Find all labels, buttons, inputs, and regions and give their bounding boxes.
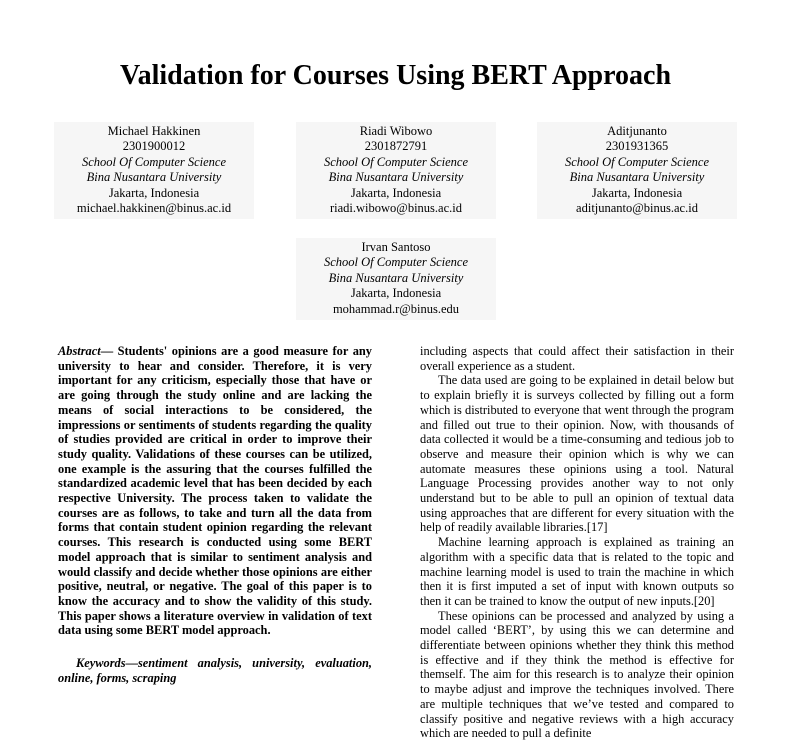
abstract-text: Students' opinions are a good measure for any university to hear and consider. Therefore, it is very important for any criticism, especially those that have or are going through the study online and are lacking the means of social interactions to be considered, the impressions or sentiments of students regarding the quality of studies provided are critical in order to improve their study quality. Validations of these courses can be utilized, one example is the assuring that the courses fulfilled the standardized academic level that has been decided by each respective University. The process taken to validate the courses are as follows, to take and turn all the data from forms that contain student opinion regarding the relevant courses. This research is conducted using some BERT model approach that is similar to sentiment analysis and would classify and decide whether those opinions are either positive, neutral, or negative. The goal of this paper is to know the accuracy and to show the validity of this study. This paper shows a literature overview in validation of text data using some BERT model approach. (58, 344, 372, 638)
author-school: School Of Computer Science (323, 255, 469, 270)
paragraph: including aspects that could affect their satisfaction in their overall experience as a student. (420, 344, 734, 373)
author-id: 2301900012 (122, 139, 186, 154)
left-column (58, 344, 372, 685)
author-name: Riadi Wibowo (359, 124, 433, 138)
paragraph: The data used are going to be explained in detail below but to explain briefly it is surveys collected by filling out a form which is distributed to everyone that went through the program and filled out true to their opinion. Now, with thousands of data collected it would be a time-consuming and tedious job to observe and measure their opinion which is why we can automate measures these opinions using a tool. Natural Language Processing provides another way to not only understand but to be able to pull an opinion of textual data using approaches that are different for every situation with the help of readily available libraries.[17] (420, 373, 734, 535)
author-school: School Of Computer Science (81, 154, 227, 169)
author-name: Aditjunanto (607, 124, 667, 138)
paragraph: These opinions can be processed and analyzed by using a model called ‘BERT’, by using this we can determine and differentiate between opinions whether they think this method is effective and if they think the method is effective for themself. The aim for this research is to analyze their opinion to maybe adjust and improve the techniques involved. There are multiple techniques that we’ve tested and compared to classify positive and negative reviews with a high accuracy which are needed to pull a definite (420, 608, 734, 741)
paper-title: Validation for Courses Using BERT Approach (119, 60, 672, 91)
author-block-3 (537, 122, 737, 219)
right-column (420, 344, 734, 741)
author-id: 2301931365 (605, 139, 669, 154)
author-school: School Of Computer Science (323, 154, 469, 169)
keywords: Keywords—sentiment analysis, university, evaluation, online, forms, scraping (58, 656, 372, 685)
author-university: Bina Nusantara University (328, 170, 464, 185)
author-email: aditjunanto@binus.ac.id (576, 201, 698, 216)
author-location: Jakarta, Indonesia (108, 185, 200, 200)
author-university: Bina Nusantara University (569, 170, 705, 185)
author-name: Michael Hakkinen (107, 124, 201, 138)
author-name: Irvan Santoso (361, 240, 431, 254)
paragraph: Machine learning approach is explained as training an algorithm with a specific data that is related to the topic and machine learning model is used to train the machine in which then it is first imputed a set of input with known outputs so then it can be trained to know the output of new inputs.[20] (420, 535, 734, 608)
author-university: Bina Nusantara University (328, 270, 464, 285)
author-location: Jakarta, Indonesia (350, 185, 442, 200)
author-id: 2301872791 (364, 139, 428, 154)
author-school: School Of Computer Science (564, 154, 710, 169)
author-email: riadi.wibowo@binus.ac.id (330, 201, 462, 216)
author-block-2 (296, 122, 496, 219)
author-university: Bina Nusantara University (86, 170, 222, 185)
author-location: Jakarta, Indonesia (350, 286, 442, 301)
abstract-label: Abstract (58, 344, 101, 358)
author-location: Jakarta, Indonesia (591, 185, 683, 200)
author-block-1 (54, 122, 254, 219)
abstract-dash: — (100, 344, 114, 358)
author-email: mohammad.r@binus.edu (332, 301, 460, 316)
author-block-4 (296, 238, 496, 320)
author-email: michael.hakkinen@binus.ac.id (76, 201, 232, 216)
abstract (58, 344, 372, 638)
